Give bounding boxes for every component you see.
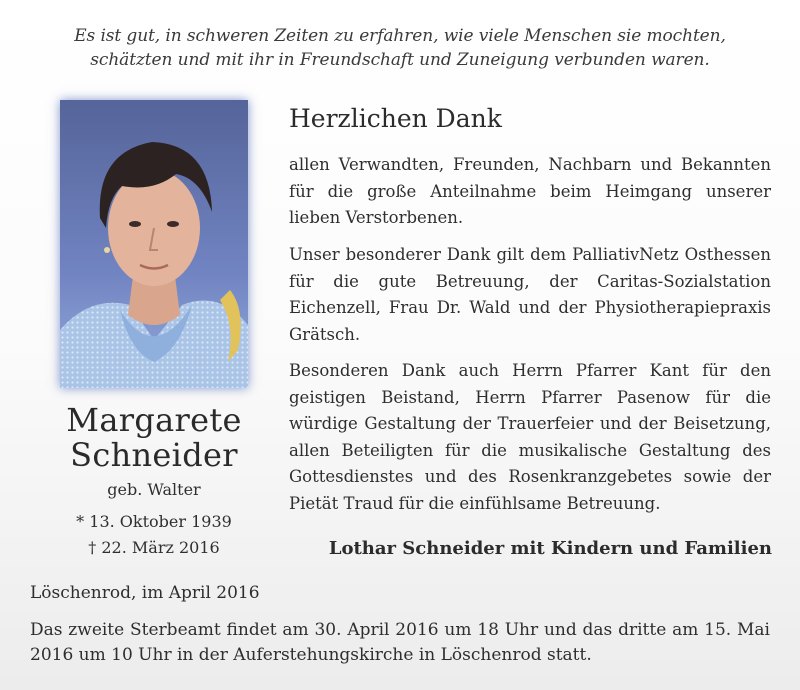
thanks-paragraph: Besonderen Dank auch Herrn Pfarrer Kant für den geistigen Beistand, Herrn Pfarrer Pasenow für die würdige Gestaltung der Trauerfeier und der Beisetzung, allen Beteiligten für die musikalische Gestaltung des Gottesdienstes und des Rosenkranzgebetes sowie der Pietät Traud für die einfühlsame Betreuung. [289, 361, 771, 513]
deceased-first-name: Margarete [66, 401, 242, 439]
thanks-heading: Herzlichen Dank [289, 104, 502, 133]
thanks-paragraph: Unser besonderer Dank gilt dem PalliativNetz Osthessen für die gute Betreuung, der Caritas-Sozialstation Eichenzell, Frau Dr. Wald und der Physiotherapiepraxis Grätsch. [289, 245, 771, 344]
birth-date: * 13. Oktober 1939 [76, 512, 232, 531]
quote-line-2: schätzten und mit ihr in Freundschaft und Zuneigung verbunden waren. [90, 50, 710, 70]
quote-line-1: Es ist gut, in schweren Zeiten zu erfahren, wie viele Menschen sie mochten, [74, 26, 726, 46]
place-date: Löschenrod, im April 2016 [30, 583, 260, 603]
deceased-last-name: Schneider [70, 436, 238, 474]
thanks-paragraph: allen Verwandten, Freunden, Nachbarn und Bekannten für die große Anteilnahme beim Heimgang unserer lieben Verstorbenen. [289, 155, 771, 227]
death-date: † 22. März 2016 [88, 538, 220, 557]
portrait-photo [60, 100, 248, 388]
family-signature: Lothar Schneider mit Kindern und Familien [328, 538, 772, 559]
birth-name: geb. Walter [107, 480, 201, 499]
mass-notice: Das zweite Sterbeamt findet am 30. April 2016 um 18 Uhr und das dritte am 15. Mai 2016 um 10 Uhr in der Auferstehungskirche in Löschenrod statt. [30, 620, 770, 665]
